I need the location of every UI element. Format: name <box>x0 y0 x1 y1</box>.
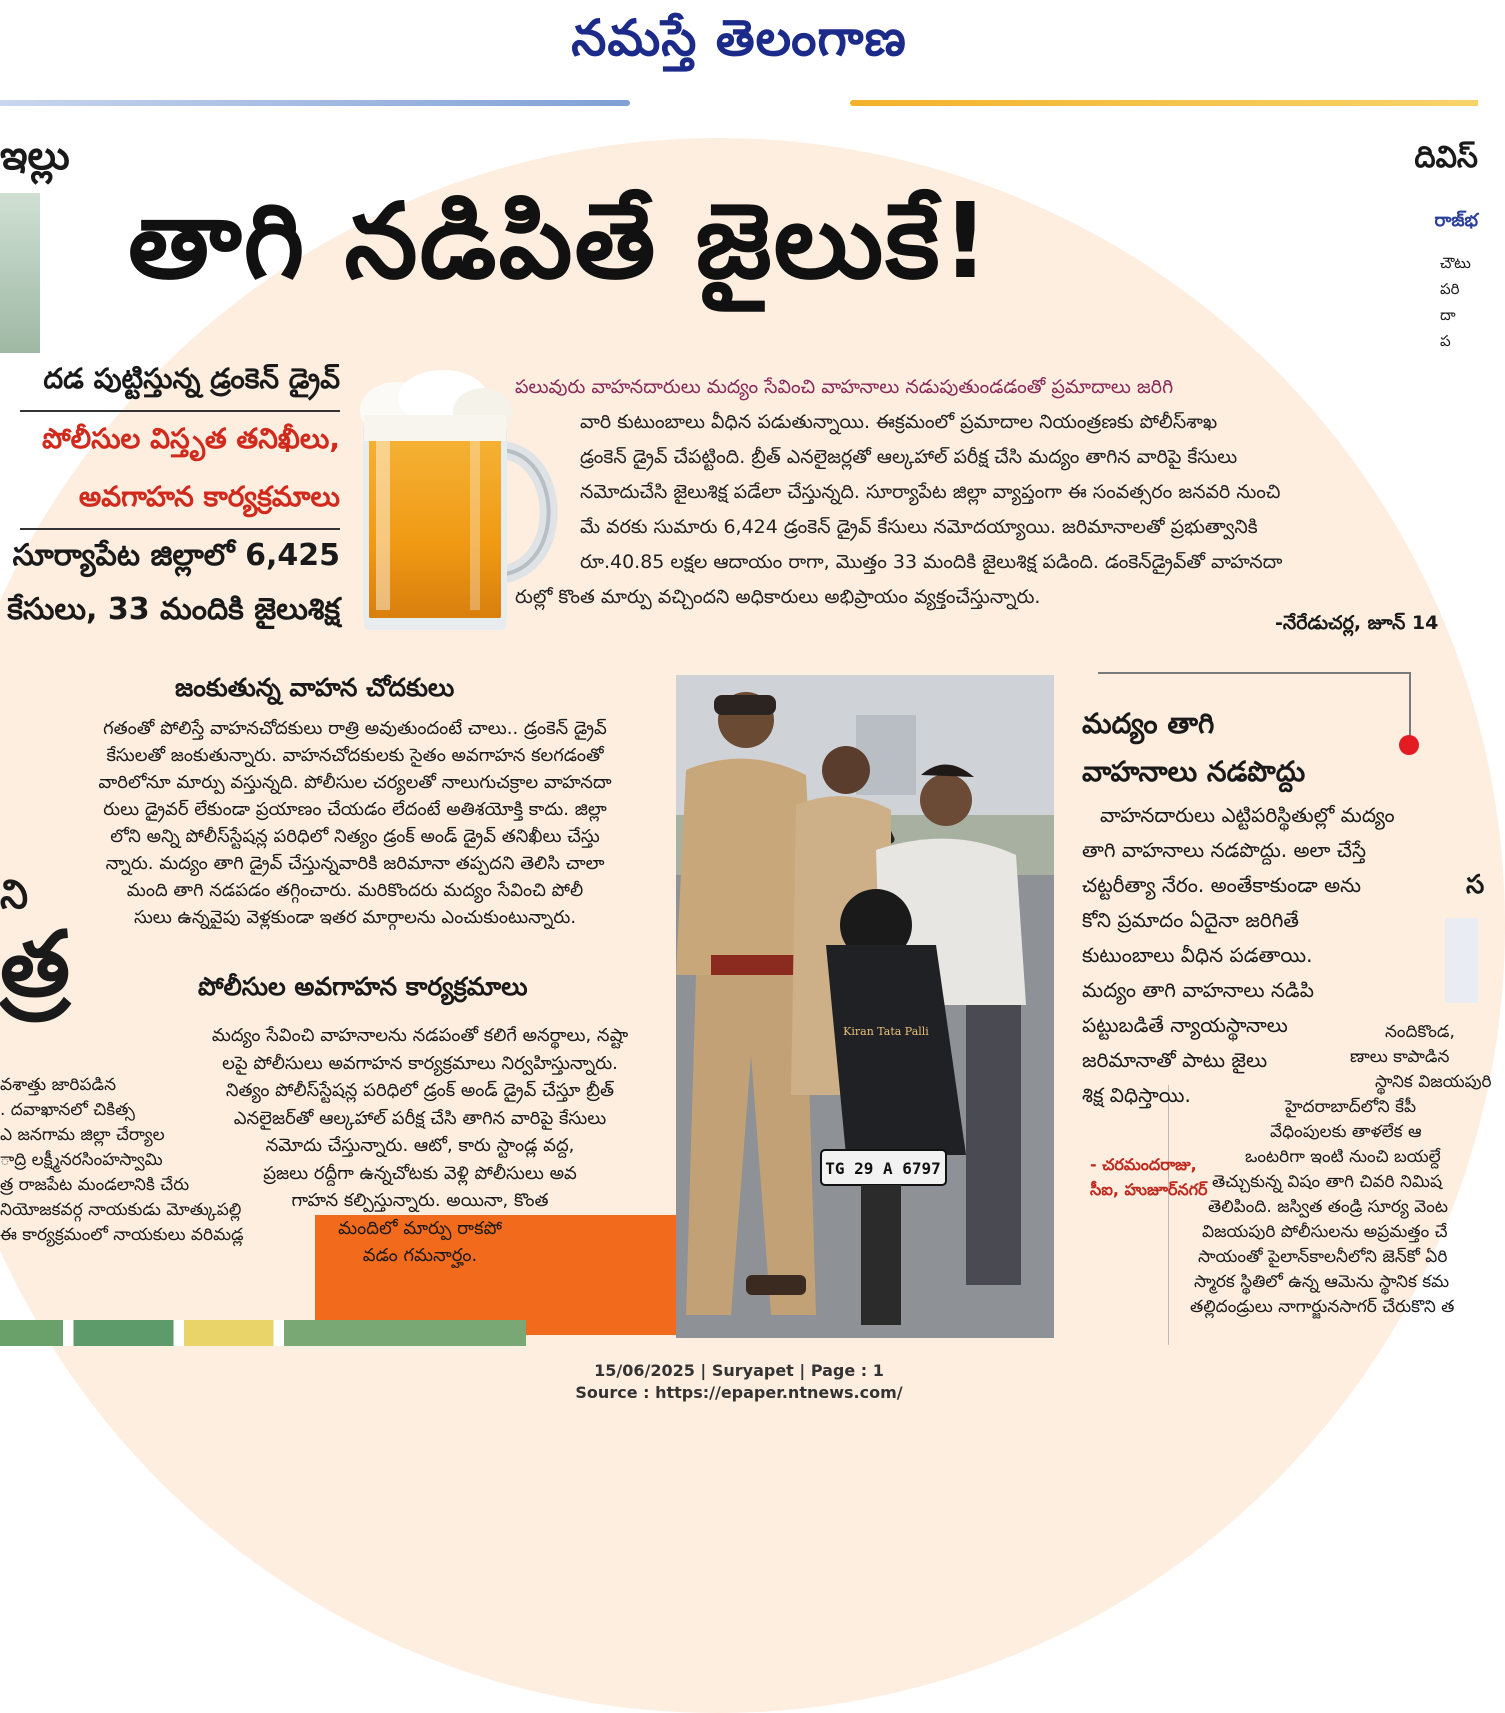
section-1-line: లోని అన్ని పోలీస్‌స్టేషన్ల పరిధిలో నిత్యం డ్రంక్ అండ్ డ్రైవ్ తనిఖీలు చేస్తు <box>110 826 600 847</box>
right-line: నందికొండ, <box>1385 1022 1455 1042</box>
left-line: ఎ జనగామ జిల్లా చేర్యాల <box>0 1125 165 1145</box>
section-1-line: న్నారు. మద్యం తాగి డ్రైవ్ చేస్తున్నవారికి జరిమానా తప్పదని తెలిసి చాలా <box>105 853 605 874</box>
left-line: నియోజకవర్గ నాయకుడు మోత్కుపల్లి <box>0 1200 242 1220</box>
subhead-2: పోలీసుల విస్తృత తనిఖీలు, <box>42 422 340 455</box>
section-1-body <box>40 715 670 931</box>
police-checking-photo <box>676 675 1054 1338</box>
article-intro <box>515 370 1455 615</box>
subhead-5: కేసులు, 33 మందికి జైలుశిక్ష <box>7 592 340 627</box>
section-1-line: వారిలోనూ మార్పు వస్తున్నది. పోలీసుల చర్యలతో నాలుగుచక్రాల వాహనదా <box>98 772 612 793</box>
number-plate: TG 29 A 6797 <box>825 1159 941 1178</box>
right-snippet-line: ప <box>1440 332 1451 350</box>
sidebar-line: కోని ప్రమాదం ఏదైనా జరిగితే <box>1082 908 1299 932</box>
footer-date-edition: 15/06/2025 | Suryapet | Page : 1 <box>594 1361 884 1380</box>
section-1-line: రులు డ్రైవర్ లేకుండా ప్రయాణం చేయడం లేదంటే అతిశయోక్తి కాదు. జిల్లా <box>103 799 607 820</box>
section-1-title: జంకుతున్న వాహన చోదకులు <box>175 673 455 702</box>
subhead-3: అవగాహన కార్యక్రమాలు <box>78 480 340 513</box>
left-article-title: ఇల్లు <box>0 133 70 179</box>
section-2-line: ఎనలైజర్‌తో ఆల్కహాల్ పరీక్ష చేసి తాగిన వారిపై కేసులు <box>233 1107 607 1129</box>
right-line: తెలిపింది. జస్విత తండ్రి సూర్య వెంట <box>1208 1197 1449 1217</box>
left-fragment-tra: త్ర <box>0 912 71 1017</box>
right-article-title: దివిస్ <box>1414 140 1478 175</box>
right-article-snippet <box>1440 250 1478 354</box>
section-2-body <box>190 1022 650 1270</box>
section-2-line: లపై పోలీసులు అవగాహన కార్యక్రమాలు నిర్వహిస్తున్నారు. <box>222 1052 618 1074</box>
right-line: ఒంటరిగా ఇంటి నుంచి బయల్దే <box>1245 1147 1441 1167</box>
right-line: ణాలు కాపాడిన <box>1350 1047 1450 1067</box>
section-2-line: ప్రజలు రద్దీగా ఉన్నచోటకు వెళ్లి పోలీసులు అవ <box>263 1162 577 1184</box>
subhead-rule <box>20 410 340 412</box>
sidebar-title <box>1082 700 1305 796</box>
intro-line: డ్రంకెన్ డ్రైవ్ చేపట్టింది. బ్రీత్ ఎనలైజర్లతో ఆల్కహాల్ పరీక్ష చేసి మద్యం తాగిన వారిపై కేసులు <box>580 446 1238 468</box>
sidebar-line: శిక్ష విధిస్తాయి. <box>1082 1083 1191 1107</box>
left-line: త్ర రాజపేట మండలానికి చేరు <box>0 1175 190 1195</box>
section-2-line: వడం గమనార్హం. <box>362 1245 478 1266</box>
right-fragment-s: స <box>1466 870 1485 900</box>
intro-line: వారి కుటుంబాలు వీధిన పడుతున్నాయి. ఈక్రమంలో ప్రమాదాల నియంత్రణకు పోలీస్‌శాఖ <box>580 411 1218 433</box>
column-divider <box>1168 1085 1169 1345</box>
right-line: తెచ్చుకున్న విషం తాగి చివరి నిమిష <box>1212 1172 1443 1192</box>
intro-line: నమోదుచేసి జైలుశిక్ష పడేలా చేస్తున్నది. సూర్యాపేట జిల్లా వ్యాప్తంగా ఈ సంవత్సరం జనవరి నుంచి <box>580 481 1281 503</box>
intro-line: మే వరకు సుమారు 6,424 డ్రంకెన్ డ్రైవ్ కేసులు నమోదయ్యాయి. జరిమానాలతో ప్రభుత్వానికి <box>580 516 1258 538</box>
bottom-left-photo-strip <box>0 1320 526 1346</box>
sidebar-line: పట్టుబడితే న్యాయస్థానాలు <box>1082 1013 1288 1037</box>
right-line: విజయపురి పోలీసులను అప్రమత్తం చే <box>1202 1222 1448 1242</box>
masthead-rule-left <box>0 100 630 106</box>
section-1-line: మంది తాగి నడపడం తగ్గించారు. మరికొందరు మద్యం సేవించి పోలీ <box>126 880 584 901</box>
right-line: స్మారక స్థితిలో ఉన్న ఆమెను స్థానిక కమ <box>1194 1272 1450 1292</box>
right-bullet-box <box>1445 918 1478 1003</box>
right-line: సాయంతో పైలాన్‌కాలనీలోని జెన్‌కో ఏరి <box>1198 1247 1448 1267</box>
masthead-rule-right <box>850 100 1478 106</box>
left-line: ఈ కార్యక్రమంలో నాయకులు వరిమడ్ల <box>0 1225 244 1245</box>
section-1-line: సులు ఉన్నవైపు వెళ్లకుండా ఇతర మార్గాలను ఎంచుకుంటున్నారు. <box>133 907 577 928</box>
section-2-title: పోలీసుల అవగాహన కార్యక్రమాలు <box>198 972 528 1001</box>
sidebar-signature: - చరమందరాజు, <box>1090 1155 1197 1174</box>
subhead-4: సూర్యాపేట జిల్లాలో 6,425 <box>12 538 340 573</box>
section-2-line: మద్యం సేవించి వాహనాలను నడపంతో కలిగే అనర్థాలు, నష్టా <box>211 1025 629 1046</box>
section-2-line: మందిలో మార్పు రాకపో <box>338 1217 502 1239</box>
sidebar-designation: సీఐ, హుజూర్‌నగర్ <box>1090 1180 1208 1199</box>
section-2-line: నమోదు చేస్తున్నారు. ఆటో, కారు స్టాండ్ల వద్ద, <box>265 1135 575 1156</box>
left-article-photo <box>0 193 40 353</box>
section-1-line: గతంతో పోలిస్తే వాహనచోదకులు రాత్రి అవుతుందంటే చాలు.. డ్రంకెన్ డ్రైవ్ <box>103 718 607 739</box>
left-line: వశాత్తు జారిపడిన <box>0 1075 117 1095</box>
right-snippet-line: పరి <box>1440 280 1460 298</box>
article-headline: తాగి నడిపితే జైలుకే! <box>128 180 992 302</box>
newspaper-logo: నమస్తే తెలంగాణ <box>571 8 907 67</box>
sidebar-red-dot <box>1399 735 1419 755</box>
intro-line: రూ.40.85 లక్షల ఆదాయం రాగా, మొత్తం 33 మందికి జైలుశిక్ష పడింది. డంకెన్‌డ్రైవ్‌తో వాహనదా <box>580 551 1283 573</box>
masthead <box>0 0 1478 100</box>
sidebar-title-line-1: మద్యం తాగి <box>1082 707 1215 740</box>
section-2-line: గాహన కల్పిస్తున్నారు. అయినా, కొంత <box>291 1190 549 1211</box>
dateline: -నేరేడుచర్ల, జూన్ 14 <box>1275 612 1439 634</box>
section-2-line: నిత్యం పోలీస్‌స్టేషన్ల పరిధిలో డ్రంక్ అండ్ డ్రైవ్ చేస్తూ బ్రీత్ <box>225 1080 615 1101</box>
sidebar-line: చట్టరీత్యా నేరం. అంతేకాకుండా అను <box>1082 873 1362 897</box>
intro-line: పలువురు వాహనదారులు మద్యం సేవించి వాహనాలు నడుపుతుండడంతో ప్రమాదాలు జరిగి <box>515 376 1174 398</box>
left-line: ాద్రి లక్ష్మీనరసింహస్వామి <box>0 1150 163 1170</box>
left-fragment-ni: ని <box>0 872 29 918</box>
right-line: హైదరాబాద్‌లోని కేపీ <box>1285 1097 1417 1117</box>
sidebar-line: తాగి వాహనాలు నడపొద్దు. అలా చేస్తే <box>1082 838 1366 862</box>
right-line: స్థానిక విజయపురి <box>1375 1072 1492 1092</box>
section-1-line: కేసులతో జంకుతున్నారు. వాహనచోదకులకు సైతం అవగాహన కలగడంతో <box>106 745 604 766</box>
footer-source: Source : https://epaper.ntnews.com/ <box>575 1383 903 1402</box>
sidebar-rule-h <box>1098 672 1410 674</box>
photo-illustration <box>676 675 1054 1338</box>
right-snippet-line: దా <box>1440 306 1456 324</box>
subhead-1: దడ పుట్టిస్తున్న డ్రంకెన్ డ్రైవ్ <box>43 362 340 395</box>
page-footer <box>0 1360 1478 1404</box>
intro-line: రుల్లో కొంత మార్పు వచ్చిందని అధికారులు అభిప్రాయం వ్యక్తంచేస్తున్నారు. <box>515 586 1041 608</box>
sidebar-rule-v <box>1409 672 1411 742</box>
sidebar-line: కుటుంబాలు వీధిన పడతాయి. <box>1082 943 1313 967</box>
right-article-byline: రాజ్‌భ <box>1434 210 1478 231</box>
right-snippet-line: చౌటు <box>1440 254 1471 272</box>
sidebar-line: జరిమానాతో పాటు జైలు <box>1082 1048 1268 1072</box>
sidebar-title-line-2: వాహనాలు నడపొద్దు <box>1082 755 1306 788</box>
right-line: తల్లిదండ్రులు నాగార్జునసాగర్ చేరుకొని త <box>1190 1297 1455 1317</box>
right-line: వేధింపులకు తాళలేక ఆ <box>1270 1122 1422 1142</box>
sidebar-line: మద్యం తాగి వాహనాలు నడిపి <box>1082 978 1314 1002</box>
sidebar-body <box>1082 798 1422 1113</box>
sidebar-line: వాహనదారులు ఎట్టిపరిస్థితుల్లో మద్యం <box>1100 803 1395 827</box>
bike-sticker: Kiran Tata Palli <box>843 1025 929 1038</box>
subhead-rule <box>20 528 340 530</box>
left-line: . దవాఖానలో చికిత్స <box>0 1100 135 1120</box>
